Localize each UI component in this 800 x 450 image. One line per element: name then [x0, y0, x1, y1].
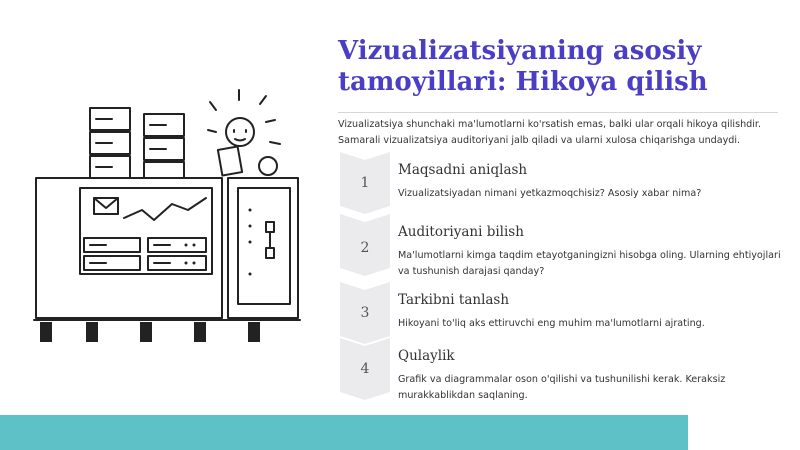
- page-title: Vizualizatsiyaning asosiy tamoyillari: Hikoya qilish: [338, 36, 708, 97]
- title-divider: [338, 112, 778, 113]
- step-number: 3: [360, 305, 370, 321]
- step-number: 2: [360, 240, 370, 256]
- step-description: Hikoyani to'liq aks ettiruvchi eng muhim ma'lumotlarni ajrating.: [398, 318, 705, 329]
- step-title: Auditoriyani bilish: [398, 224, 524, 240]
- server-dashboard-illustration: [30, 88, 305, 350]
- step-description: Ma'lumotlarni kimga taqdim etayotganingizni hisobga oling. Ularning ehtiyojlari va tushunish darajasi qanday?: [398, 250, 781, 277]
- step-item: [340, 214, 790, 282]
- step-number: 1: [360, 175, 370, 191]
- step-item: [340, 338, 790, 404]
- steps-list: [340, 152, 790, 404]
- step-title: Qulaylik: [398, 348, 455, 364]
- step-description: Vizualizatsiyadan nimani yetkazmoqchisiz? Asosiy xabar nima?: [398, 188, 702, 199]
- bottom-accent-band: [0, 415, 688, 450]
- person-icon: [226, 118, 254, 146]
- step-item: [340, 152, 790, 214]
- step-title: Tarkibni tanlash: [398, 292, 510, 308]
- step-number: 4: [360, 361, 370, 377]
- step-title: Maqsadni aniqlash: [398, 162, 528, 178]
- step-item: [340, 282, 790, 338]
- step-description: Grafik va diagrammalar oson o'qilishi va tushunilishi kerak. Keraksiz murakkablikdan saqlaning.: [398, 374, 726, 401]
- intro-text: Vizualizatsiya shunchaki ma'lumotlarni ko'rsatish emas, balki ular orqali hikoya qilishdir. Samarali vizualizatsiya auditoriyani jalb qiladi va ularni xulosa chiqarishga undaydi.: [338, 119, 762, 146]
